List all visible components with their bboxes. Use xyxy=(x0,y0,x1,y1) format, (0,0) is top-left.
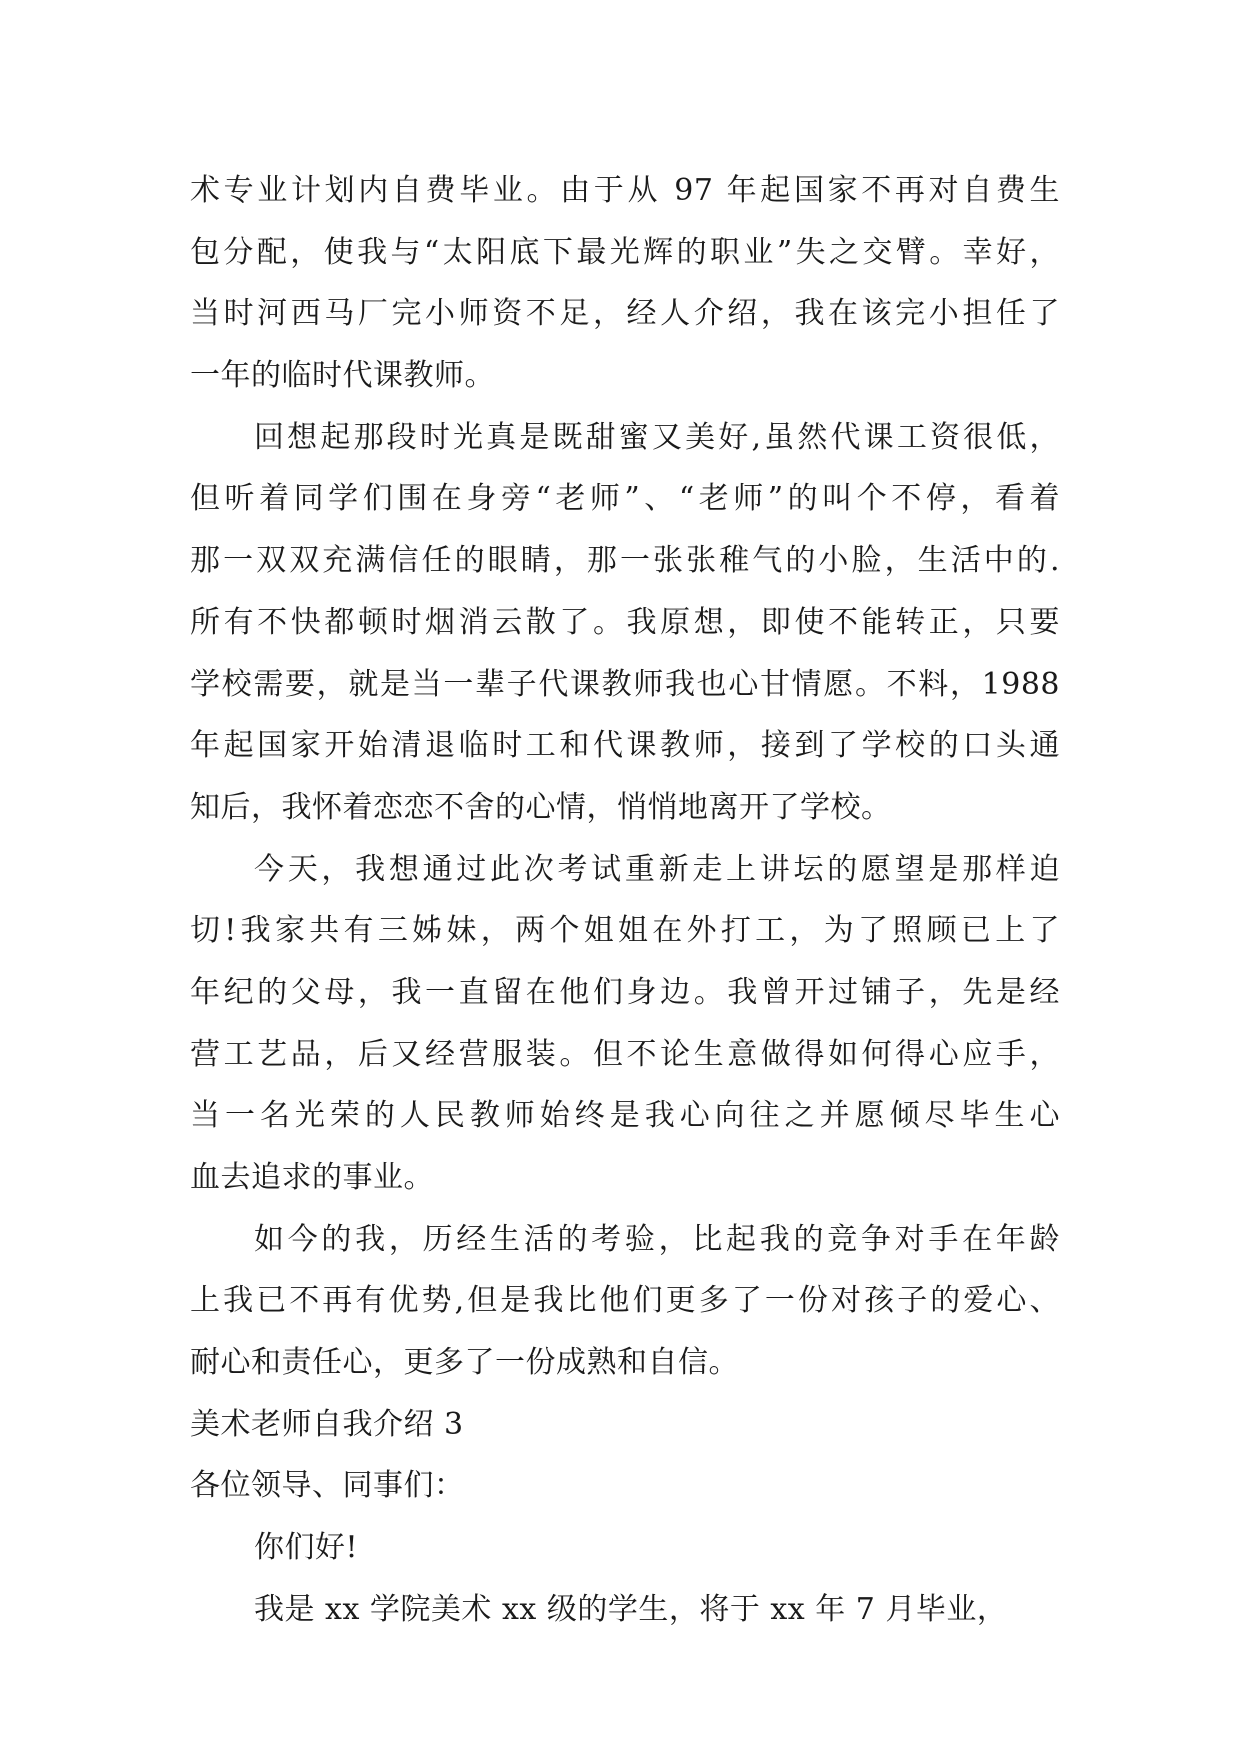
text-line: 所有不快都顿时烟消云散了。我原想，即使不能转正，只要 xyxy=(190,604,1060,640)
paragraph-first-line: 回想起那段时光真是既甜蜜又美好,虽然代课工资很低， xyxy=(254,419,1060,455)
text-line: 年纪的父母，我一直留在他们身边。我曾开过铺子，先是经 xyxy=(190,974,1060,1010)
text-line: 当时河西马厂完小师资不足，经人介绍，我在该完小担任了 xyxy=(190,296,1060,332)
text-line: 但听着同学们围在身旁“老师”、“老师”的叫个不停，看着 xyxy=(190,481,1060,517)
document-body xyxy=(190,160,1060,1641)
text-line: 那一双双充满信任的眼睛，那一张张稚气的小脸，生活中的. xyxy=(190,543,1060,579)
text-line: 上我已不再有优势,但是我比他们更多了一份对孩子的爱心、 xyxy=(190,1283,1060,1319)
text-line: 血去追求的事业。 xyxy=(190,1160,434,1195)
paragraph-first-line: 今天，我想通过此次考试重新走上讲坛的愿望是那样迫 xyxy=(254,851,1060,887)
text-line: 耐心和责任心，更多了一份成熟和自信。 xyxy=(190,1345,739,1381)
greeting: 你们好! xyxy=(254,1530,359,1566)
text-line: 术专业计划内自费毕业。由于从 97 年起国家不再对自费生 xyxy=(190,173,1060,208)
salutation: 各位领导、同事们： xyxy=(190,1468,465,1504)
text-line: 包分配，使我与“太阳底下最光辉的职业”失之交臂。幸好， xyxy=(190,234,1060,270)
text-line: 切!我家共有三姊妹，两个姐姐在外打工，为了照顾已上了 xyxy=(190,913,1060,949)
text-line: 知后，我怀着恋恋不舍的心情，悄悄地离开了学校。 xyxy=(190,789,892,825)
text-line: 当一名光荣的人民教师始终是我心向往之并愿倾尽毕生心 xyxy=(190,1098,1060,1134)
section-heading: 美术老师自我介绍 3 xyxy=(190,1406,464,1442)
text-line: 学校需要，就是当一辈子代课教师我也心甘情愿。不料，1988 xyxy=(190,666,1060,702)
paragraph-first-line: 如今的我，历经生活的考验，比起我的竞争对手在年龄 xyxy=(254,1221,1060,1257)
text-line: 营工艺品，后又经营服装。但不论生意做得如何得心应手， xyxy=(190,1036,1060,1072)
paragraph-first-line: 我是 xx 学院美术 xx 级的学生，将于 xx 年 7 月毕业， xyxy=(254,1591,1008,1627)
text-line: 年起国家开始清退临时工和代课教师，接到了学校的口头通 xyxy=(190,728,1060,764)
text-line: 一年的临时代课教师。 xyxy=(190,358,495,394)
